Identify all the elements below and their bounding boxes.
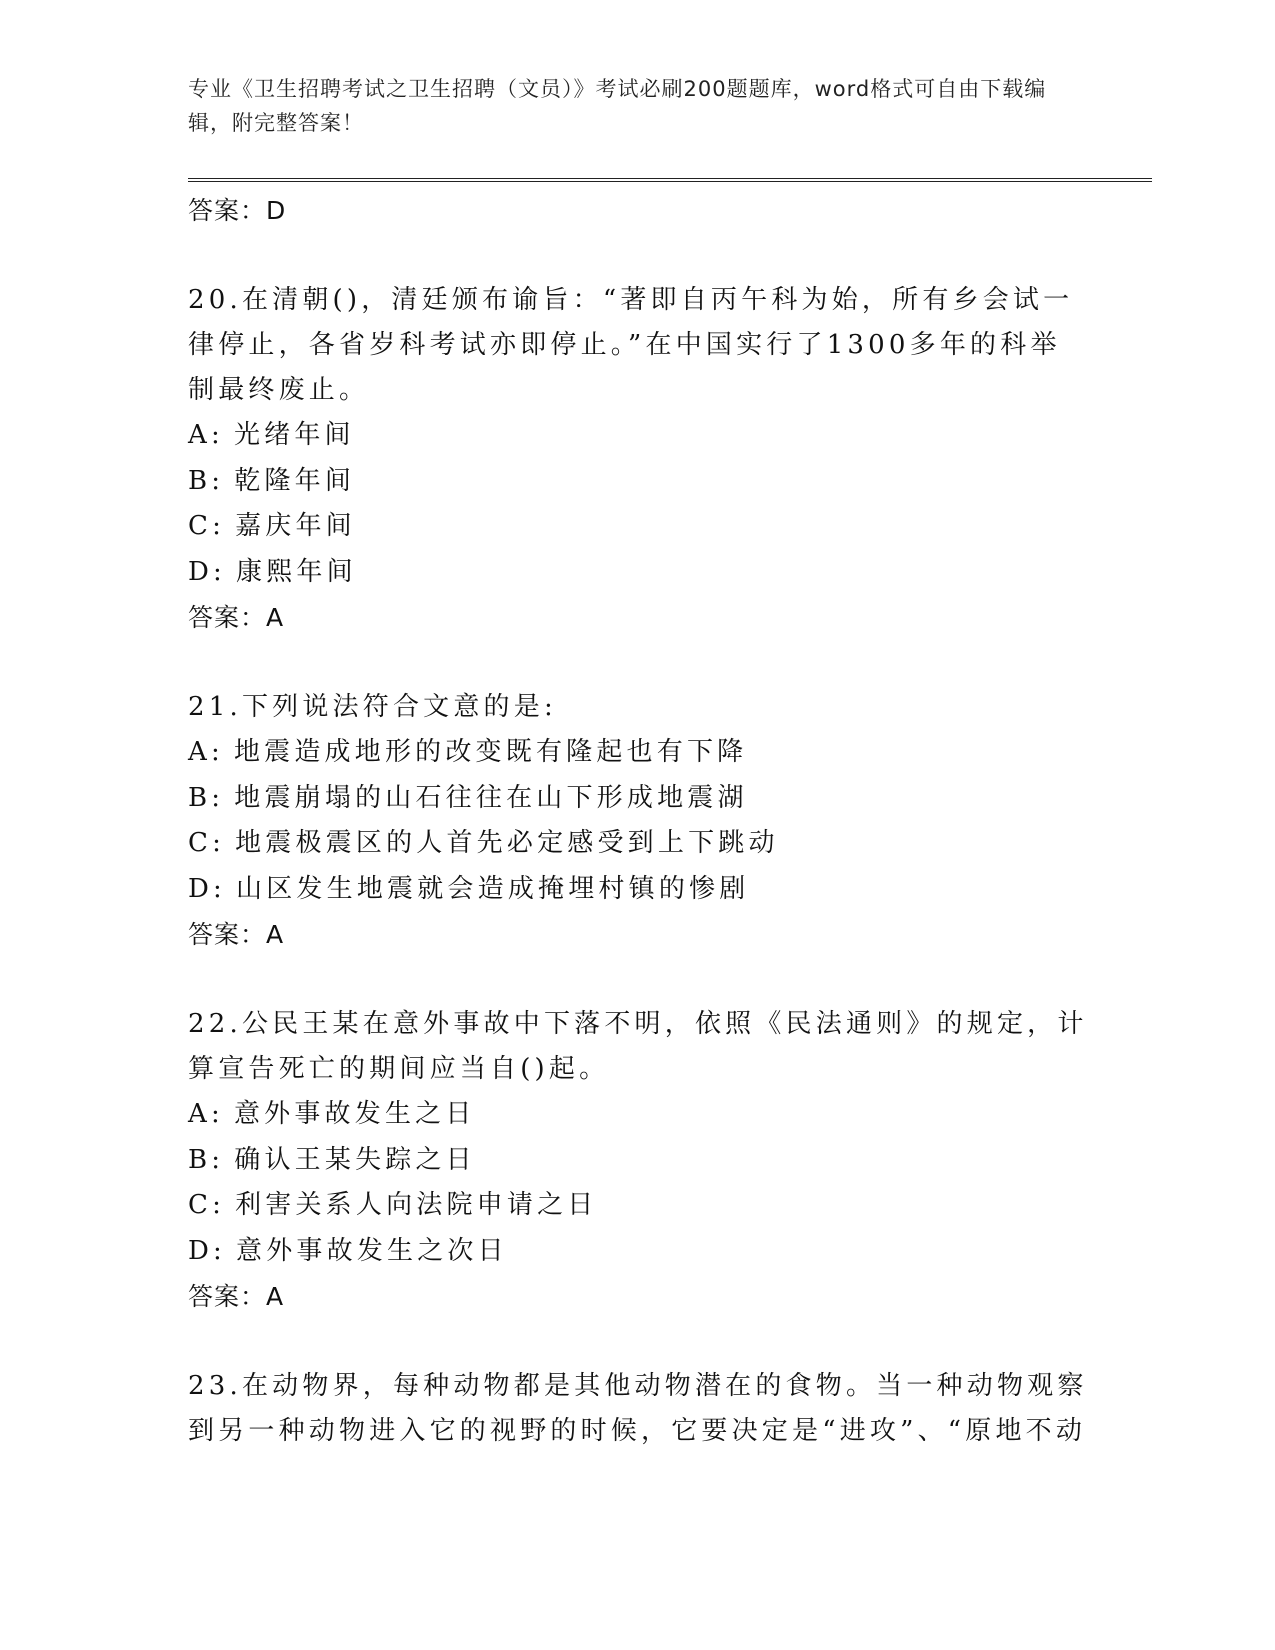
question-block (188, 1002, 1088, 1320)
option-key: D: (188, 1235, 227, 1266)
question-block (188, 278, 1088, 641)
option-text: 利害关系人向法院申请之日 (235, 1190, 598, 1220)
option-text: 乾隆年间 (234, 465, 356, 496)
option-key: A: (188, 1099, 224, 1129)
question-text: 22.公民王某在意外事故中下落不明，依照《民法通则》的规定，计算宣告死亡的期间应当自()起。 (188, 1009, 1088, 1084)
option-text: 地震极震区的人首先必定感受到上下跳动 (235, 828, 779, 858)
option-key: C: (188, 828, 226, 858)
option-line (188, 1092, 1088, 1138)
header-text: 专业《卫生招聘考试之卫生招聘（文员）》考试必刷200题题库，word格式可自由下载编辑，附完整答案！ (188, 77, 1047, 135)
option-key: C: (188, 511, 226, 541)
option-line (188, 867, 1088, 913)
option-line (188, 730, 1088, 776)
option-text: 意外事故发生之次日 (236, 1235, 508, 1266)
option-line (188, 1183, 1088, 1229)
option-line (188, 776, 1088, 822)
option-text: 康熙年间 (236, 556, 357, 587)
option-line (188, 413, 1088, 459)
option-text: 地震崩塌的山石往往在山下形成地震湖 (234, 782, 748, 813)
page-header (188, 72, 1088, 140)
answer-line: 答案：A (188, 1282, 285, 1311)
question-text: 20.在清朝()，清廷颁布谕旨：“著即自丙午科为始，所有乡会试一律停止，各省岁科考试亦即停止。”在中国实行了1300多年的科举制最终废止。 (188, 285, 1074, 405)
question-block (188, 1364, 1088, 1454)
option-key: D: (188, 556, 227, 587)
answer-line: 答案：A (188, 603, 285, 632)
question-block (188, 685, 1088, 958)
option-text: 山区发生地震就会造成掩埋村镇的惨剧 (236, 873, 750, 904)
option-line (188, 1229, 1088, 1275)
option-text: 意外事故发生之日 (233, 1099, 476, 1129)
option-line (188, 504, 1088, 550)
option-key: A: (188, 420, 224, 450)
document-body (188, 188, 1088, 1498)
option-key: D: (188, 873, 227, 904)
option-key: B: (188, 465, 225, 496)
option-key: A: (188, 737, 224, 767)
option-key: B: (188, 782, 225, 813)
option-text: 嘉庆年间 (235, 511, 356, 541)
answer-line: 答案：D (188, 196, 287, 225)
option-line (188, 1138, 1088, 1184)
option-text: 地震造成地形的改变既有隆起也有下降 (233, 737, 748, 767)
question-text: 21.下列说法符合文意的是: (188, 692, 557, 722)
question-text: 23.在动物界，每种动物都是其他动物潜在的食物。当一种动物观察到另一种动物进入它的视野的时候，它要决定是“进攻”、“原地不动 (188, 1371, 1088, 1446)
option-text: 确认王某失踪之日 (234, 1144, 476, 1175)
option-line (188, 459, 1088, 505)
option-key: B: (188, 1144, 225, 1175)
option-key: C: (188, 1190, 226, 1220)
option-line (188, 821, 1088, 867)
option-text: 光绪年间 (233, 420, 355, 450)
header-divider (188, 178, 1152, 182)
option-line (188, 550, 1088, 596)
answer-line: 答案：A (188, 920, 285, 949)
